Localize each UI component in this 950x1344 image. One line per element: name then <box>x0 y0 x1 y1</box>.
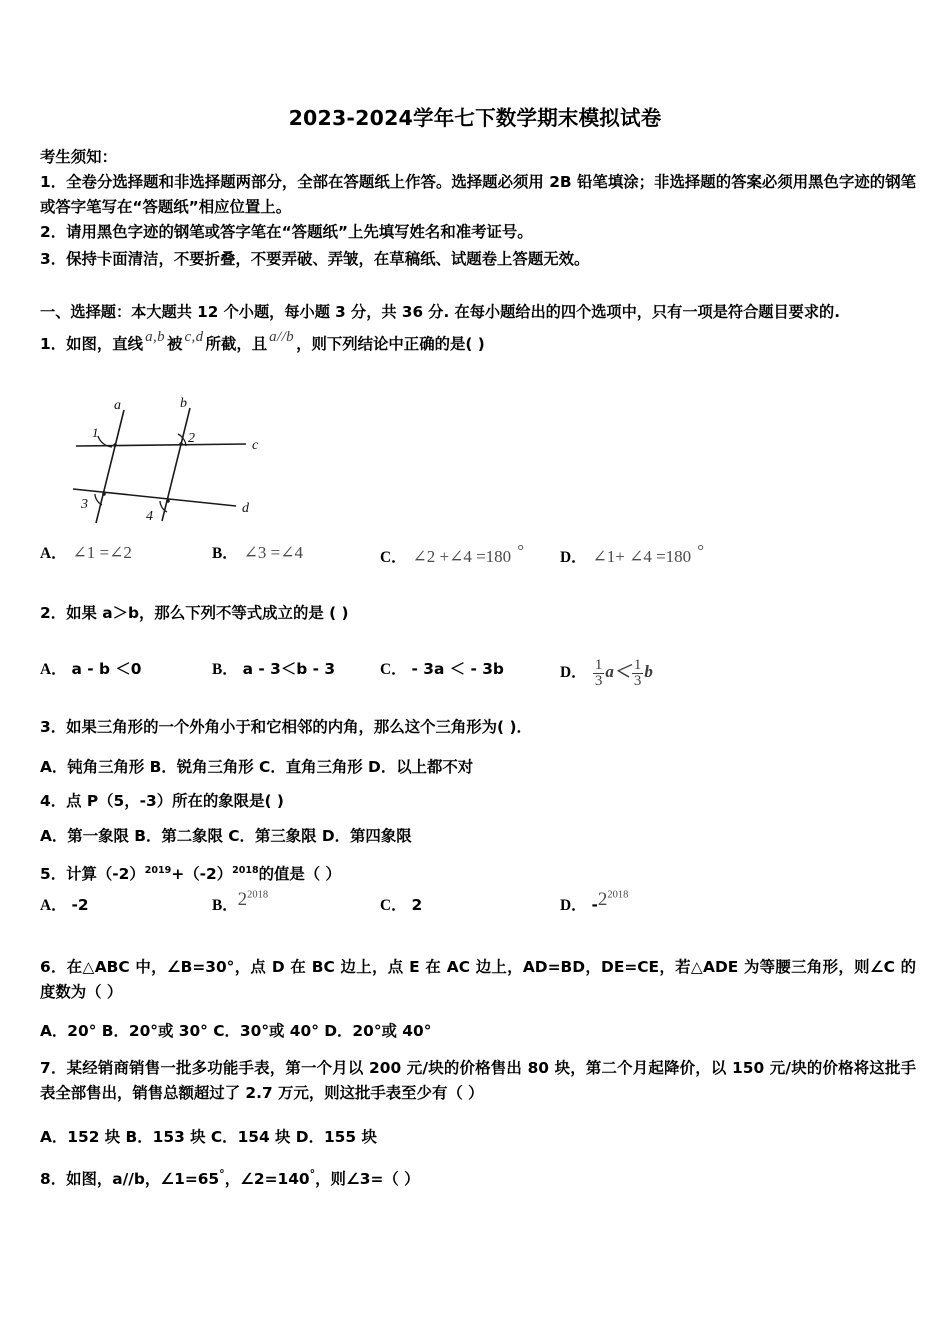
q2-opt-d-label: D． <box>560 664 587 681</box>
figure-angle-4-label: 4 <box>146 509 153 524</box>
q2-opt-d-frac2-numerator: 1 <box>633 656 642 673</box>
question-6-stem <box>40 955 916 1005</box>
q5-opt-d-label: D． <box>560 897 587 914</box>
q6-text: 在△ABC 中，∠B=30°，点 D 在 BC 边上，点 E 在 AC 边上，AD=BD，DE=CE，若△ADE 为等腰三角形，则∠C 的度数为（ ） <box>40 958 916 1001</box>
question-2-options <box>40 656 920 690</box>
q8-degree-icon-1: ° <box>219 1168 225 1181</box>
q8-degree-icon-2: ° <box>309 1168 316 1181</box>
vertex-a-d <box>102 492 106 496</box>
q1-opt-a-label: A． <box>40 545 67 562</box>
q5-opt-d-base: 2 <box>597 889 608 910</box>
q5-text-part-3: 的值是（ ） <box>258 865 341 884</box>
question-5-option-b[interactable] <box>212 889 269 916</box>
q5-opt-a-text: -2 <box>71 896 89 914</box>
q2-opt-d-frac1-numerator: 1 <box>594 656 603 673</box>
q1-opt-a-text: ∠1 =∠2 <box>72 543 132 562</box>
q5-exponent-2: 2018 <box>232 865 259 876</box>
figure-angle-1-label: 1 <box>92 425 99 440</box>
q2-opt-d-fraction-1 <box>593 658 605 690</box>
q5-opt-d-power <box>598 889 628 910</box>
parallel-lines-diagram <box>68 390 283 530</box>
page-title: 2023-2024学年七下数学期末模拟试卷 <box>288 106 662 130</box>
q2-number: 2． <box>40 604 67 622</box>
q1-text-part-3: 被 <box>167 335 183 353</box>
figure-angle-2-label: 2 <box>188 431 195 446</box>
notice-item-2: 2．请用黑色字迹的钢笔或答字笔在“答题纸”上先填写姓名和准考证号。 <box>40 223 533 241</box>
question-3-stem <box>40 715 916 740</box>
q1-opt-b-text: ∠3 =∠4 <box>243 543 303 562</box>
q4-number: 4． <box>40 792 67 810</box>
q1-math-ab: a,b <box>145 329 166 345</box>
question-7-stem <box>40 1056 916 1106</box>
q5-opt-c-label: C． <box>380 897 407 914</box>
figure-label-a: a <box>114 398 121 413</box>
q8-text-part-2: ，∠2=140 <box>224 1170 310 1189</box>
q1-text-part-2: 如图，直线 <box>66 335 144 353</box>
question-1-option-a[interactable] <box>40 541 132 563</box>
question-3-options[interactable]: A．钝角三角形 B．锐角三角形 C．直角三角形 D．以上都不对 <box>40 758 474 776</box>
question-5-option-c[interactable] <box>380 893 422 915</box>
q1-opt-c-text: ∠2 +∠4 =180 <box>412 547 512 567</box>
question-1-option-d[interactable] <box>560 541 704 567</box>
q1-opt-d-degree-icon: ° <box>697 541 704 560</box>
q5-number: 5． <box>40 865 67 884</box>
question-5-stem <box>40 858 916 887</box>
q5-exponent-1: 2019 <box>144 865 172 876</box>
q5-opt-d-sign: - <box>591 896 598 914</box>
question-1-option-b[interactable] <box>212 541 303 563</box>
q1-text-part-5: ，则下列结论中正确的是( ) <box>296 335 485 353</box>
q5-opt-b-exponent: 2018 <box>247 889 269 901</box>
q2-opt-c-label: C． <box>380 661 407 678</box>
question-7-options[interactable]: A．152 块 B．153 块 C．154 块 D．155 块 <box>40 1128 377 1146</box>
question-1-stem <box>40 329 916 358</box>
q3-number: 3． <box>40 718 67 736</box>
q1-opt-d-label: D． <box>560 549 587 567</box>
question-5-option-d[interactable] <box>560 889 629 916</box>
question-2-stem <box>40 601 916 626</box>
line-c <box>76 444 246 446</box>
figure-angle-3-label: 3 <box>81 497 88 512</box>
question-4-options[interactable]: A．第一象限 B．第二象限 C．第三象限 D．第四象限 <box>40 827 412 845</box>
question-2-option-c[interactable] <box>380 657 504 679</box>
question-4-stem <box>40 789 916 814</box>
question-5-options <box>40 889 920 923</box>
q2-opt-b-text: a - 3＜b - 3 <box>242 660 336 678</box>
question-2-option-b[interactable] <box>212 657 335 679</box>
notice-item-1: 1．全卷分选择题和非选择题两部分，全部在答题纸上作答。选择题必须用 2B 铅笔填涂；非选择题的答案必须用黑色字迹的钢笔或答字笔写在“答题纸”相应位置上。 <box>40 173 916 216</box>
q2-opt-d-fraction-2 <box>632 658 644 690</box>
notice-heading: 考生须知： <box>40 148 117 166</box>
q1-opt-c-degree-icon: ° <box>517 541 524 560</box>
vertex-b-c <box>179 442 183 446</box>
q5-text-part-2: +（-2） <box>171 865 233 884</box>
question-1-figure <box>68 390 283 530</box>
q1-opt-c-label: C． <box>380 549 407 567</box>
q1-text-part-1: 1． <box>40 335 67 353</box>
line-d <box>73 489 236 506</box>
q5-text-part-1: 计算（-2） <box>66 865 145 884</box>
vertex-a-c <box>113 443 117 447</box>
q1-math-a-parallel-b: a//b <box>269 329 295 345</box>
q8-number: 8． <box>40 1170 67 1189</box>
q5-opt-b-power <box>238 889 268 910</box>
q4-text: 点 P（5，-3）所在的象限是( ) <box>66 792 284 810</box>
question-5-option-a[interactable] <box>40 893 89 915</box>
q2-opt-d-frac1-denominator: 3 <box>594 673 603 690</box>
q7-text: 某经销商销售一批多功能手表，第一个月以 200 元/块的价格售出 80 块，第二个月起降价，以 150 元/块的价格将这批手表全部售出，销售总额超过了 2.7 万元，则这批手表至少有（ ） <box>40 1059 916 1102</box>
section-heading: 一、选择题：本大题共 12 个小题，每小题 3 分，共 36 分. 在每小题给出的四个选项中，只有一项是符合题目要求的. <box>40 303 841 321</box>
question-2-option-d[interactable] <box>560 657 653 690</box>
figure-label-c: c <box>252 438 259 453</box>
q1-opt-b-label: B． <box>212 545 238 562</box>
figure-label-d: d <box>242 501 249 516</box>
q8-text-part-1: 如图，a//b，∠1=65 <box>66 1170 220 1189</box>
q1-opt-d-text: ∠1+ ∠4 =180 <box>592 547 692 567</box>
q2-opt-d-frac2-denominator: 3 <box>633 673 642 690</box>
q8-text-part-3: ，则∠3=（ ） <box>315 1170 420 1189</box>
question-2-option-a[interactable] <box>40 657 141 679</box>
figure-label-b: b <box>180 396 187 411</box>
q5-opt-d-exponent: 2018 <box>607 889 629 901</box>
q2-opt-a-text: a - b ＜0 <box>71 660 142 678</box>
q5-opt-b-base: 2 <box>237 889 248 910</box>
q1-text-part-4: 所截，且 <box>205 335 268 353</box>
notice-item-3: 3．保持卡面清洁，不要折叠，不要弄破、弄皱，在草稿纸、试题卷上答题无效。 <box>40 250 590 268</box>
line-b <box>162 408 190 521</box>
q5-opt-a-label: A． <box>40 897 67 914</box>
line-a <box>96 410 124 523</box>
question-1-options <box>40 541 920 571</box>
q5-opt-b-label: B． <box>212 897 238 914</box>
q7-number: 7． <box>40 1059 67 1077</box>
q6-number: 6． <box>40 958 67 976</box>
q2-opt-c-text: - 3a ＜ - 3b <box>411 660 504 678</box>
q2-opt-a-label: A． <box>40 661 67 678</box>
q1-math-cd: c,d <box>184 329 204 345</box>
q2-opt-d-relation: ＜ <box>613 662 631 681</box>
q5-opt-c-text: 2 <box>411 896 423 914</box>
q2-opt-b-label: B． <box>212 661 238 678</box>
q2-text: 如果 a＞b，那么下列不等式成立的是 ( ) <box>66 604 349 622</box>
question-6-options[interactable]: A．20° B．20°或 30° C．30°或 40° D．20°或 40° <box>40 1022 432 1040</box>
question-8-stem <box>40 1162 916 1192</box>
q3-text: 如果三角形的一个外角小于和它相邻的内角，那么这个三角形为( )． <box>66 718 532 736</box>
q2-opt-d-variable-b: b <box>644 662 653 681</box>
question-1-option-c[interactable] <box>380 541 524 567</box>
vertex-b-d <box>166 499 170 503</box>
q2-opt-d-variable-a: a <box>605 662 614 681</box>
